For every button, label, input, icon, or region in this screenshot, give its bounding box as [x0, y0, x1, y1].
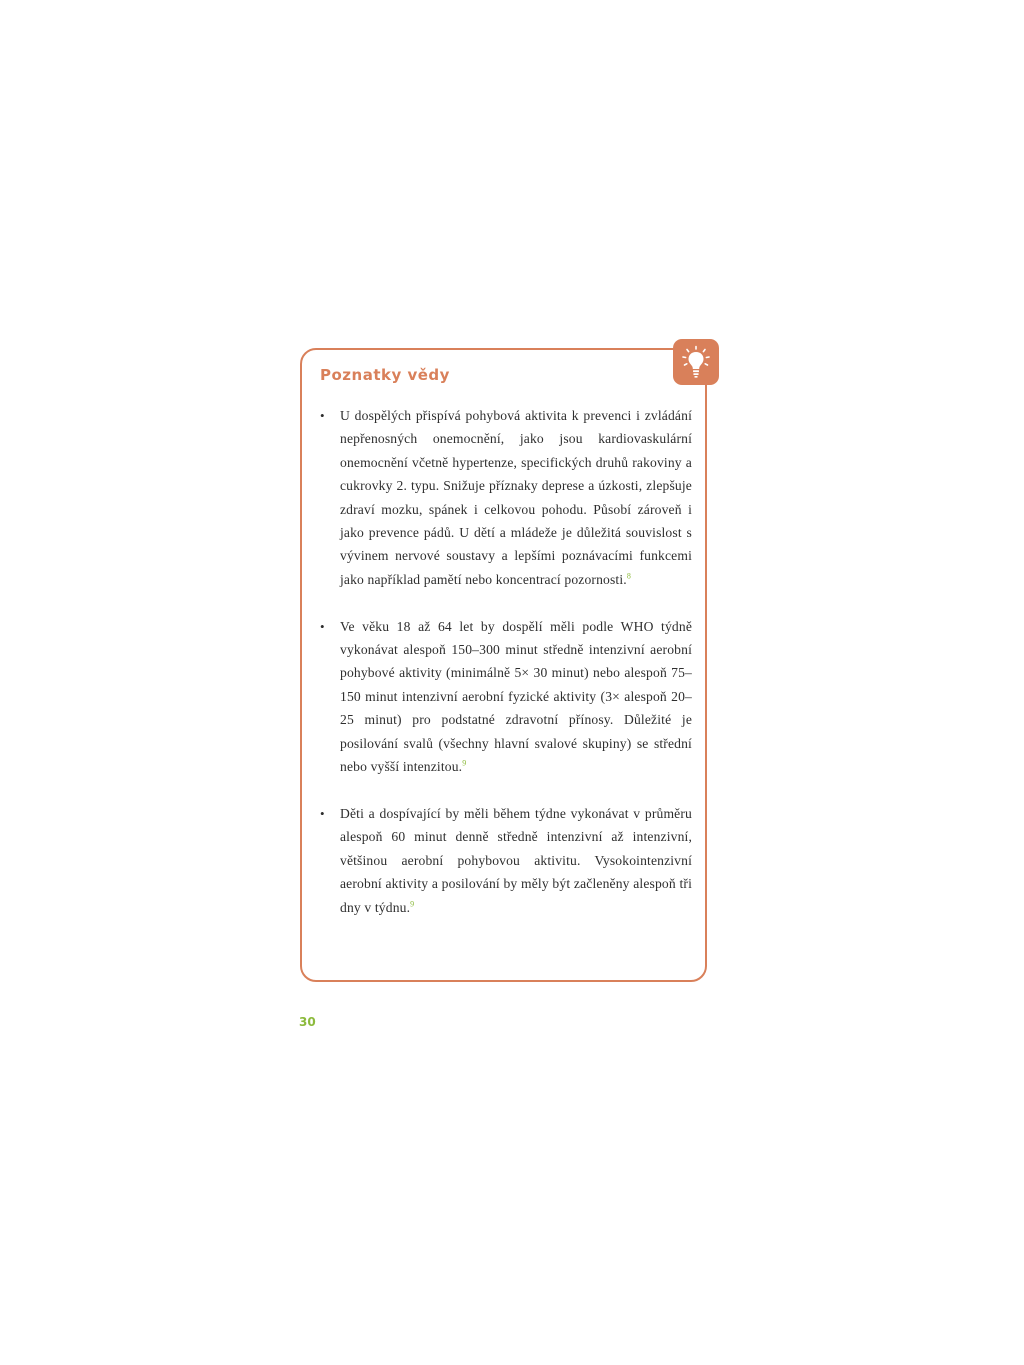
list-item-text: Děti a dospívající by měli během týdne vykonávat v průměru alespoň 60 minut denně středně intenzivní až intenzivní, většinou aerobní pohybovou aktivitu. Vysokointenzivní aerobní aktivity a posilování by měly být začleněny alespoň tři dny v týdnu.	[340, 805, 692, 915]
footnote-ref: 8	[626, 571, 631, 581]
list-item	[320, 404, 692, 591]
footnote-ref: 9	[410, 898, 415, 908]
science-facts-box	[300, 348, 707, 982]
list-item-text: Ve věku 18 až 64 let by dospělí měli podle WHO týdně vykonávat alespoň 150–300 minut středně intenzivní aerobní pohybové aktivity (minimálně 5× 30 minut) nebo alespoň 75–150 minut intenzivní aerobní fyzické aktivity (3× alespoň 20–25 minut) pro podstatné zdravotní přínosy. Důležité je posilování svalů (všechny hlavní svalové skupiny) se střední nebo vyšší intenzitou.	[340, 618, 692, 775]
lightbulb-badge	[673, 339, 719, 385]
box-title: Poznatky vědy	[320, 366, 450, 384]
list-item-text: U dospělých přispívá pohybová aktivita k prevenci i zvládání nepřenosných onemocnění, jako jsou kardiovaskulární onemocnění včetně hypertenze, specifických druhů rakoviny a cukrovky 2. typu. Snižuje příznaky deprese a úzkosti, zlepšuje zdraví mozku, spánek i celkovou pohodu. Působí zároveň i jako prevence pádů. U dětí a mládeže je důležitá souvislost s vývinem nervové soustavy a lepšími poznávacími funkcemi jako například pamětí nebo koncentrací pozornosti.	[340, 408, 692, 587]
facts-list	[320, 404, 692, 942]
lightbulb-icon	[681, 345, 711, 379]
page-number: 30	[299, 1015, 316, 1029]
list-item	[320, 802, 692, 919]
footnote-ref: 9	[462, 758, 467, 768]
list-item	[320, 615, 692, 779]
